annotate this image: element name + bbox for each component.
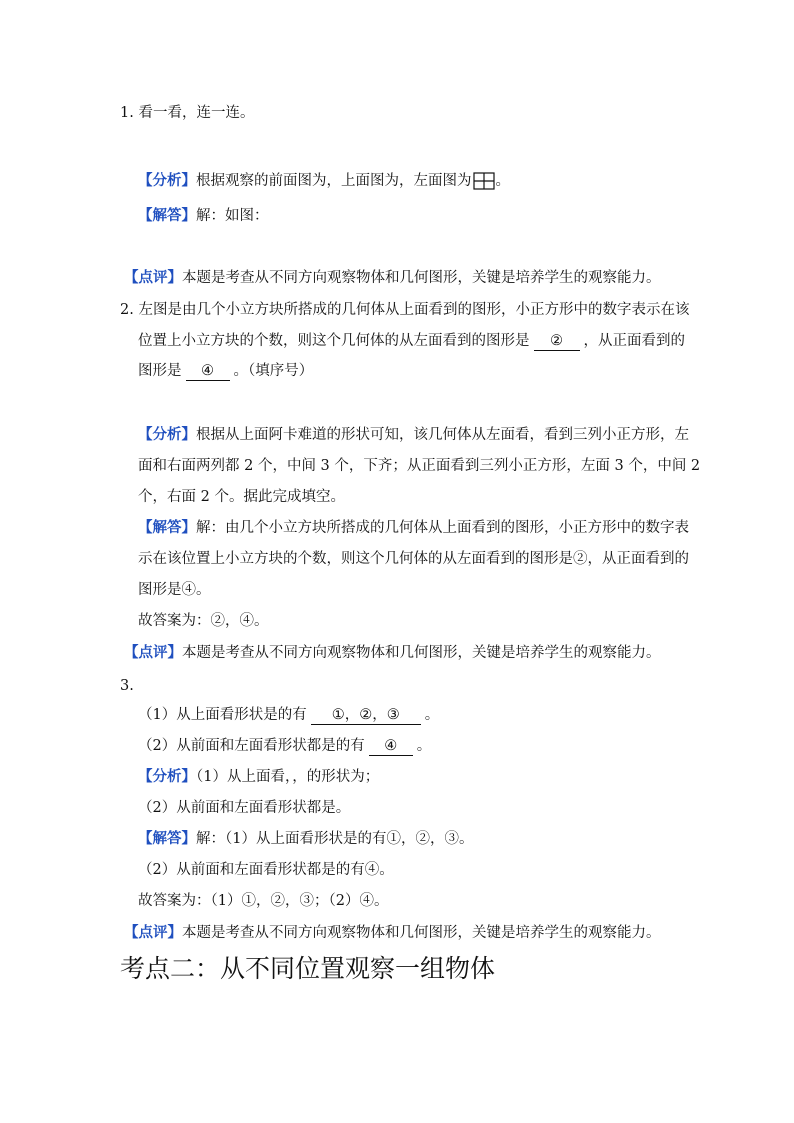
- q3-part1-b: 。: [424, 707, 440, 723]
- q2-line2-a: 位置上小立方块的个数，则这个几何体的从左面看到的图形是: [138, 333, 530, 349]
- q3-comment-text: 本题是考查从不同方向观察物体和几何图形，关键是培养学生的观察能力。: [182, 925, 661, 941]
- left-view-grid-icon: [473, 172, 495, 190]
- q3-answer-1: 解：（1）从上面看形状是的有①，②，③。: [196, 831, 474, 847]
- q3-number: 3.: [120, 678, 134, 694]
- q3-analysis-1: （1）从上面看，，的形状为；: [196, 769, 380, 785]
- comment-tag: 【点评】: [124, 269, 182, 286]
- q2-analysis-3: 个，右面 2 个。据此完成填空。: [138, 489, 345, 505]
- q2-line3: [138, 361, 313, 381]
- q2-line3-a: 图形是: [138, 363, 182, 379]
- q3-final-answer: 故答案为：（1）①，②，③；（2）④。: [138, 893, 389, 909]
- q2-line3-b: 。（填序号）: [233, 363, 314, 379]
- q1-comment: [124, 268, 661, 288]
- q2-analysis: [138, 425, 689, 445]
- q3-part2: [138, 736, 431, 756]
- q1-title: 1. 看一看，连一连。: [120, 105, 255, 121]
- analysis-tag: 【分析】: [138, 768, 196, 785]
- q3-part1: [138, 705, 439, 725]
- q1-answer-text: 解：如图：: [196, 208, 269, 224]
- q2-final-answer: 故答案为：②，④。: [138, 613, 269, 629]
- q1-answer: [138, 206, 269, 226]
- q3-answer-2: （2）从前面和左面看形状都是的有④。: [138, 862, 394, 878]
- q2-analysis-2: 面和右面两列都 2 个，中间 3 个，下齐；从正面看到三列小正方形，左面 3 个，中间 2: [138, 458, 701, 474]
- q1-analysis: [138, 171, 510, 191]
- q2-answer-3: 图形是④。: [138, 582, 211, 598]
- q3-analysis: [138, 767, 379, 787]
- q3-analysis-2: （2）从前面和左面看形状都是。: [138, 800, 351, 816]
- comment-tag: 【点评】: [124, 924, 182, 941]
- answer-tag: 【解答】: [138, 207, 196, 224]
- q3-part2-blank: ④: [369, 737, 413, 756]
- q2-blank-left-view: ②: [534, 332, 580, 351]
- q1-analysis-text: 根据观察的前面图为，上面图为，左面图为: [196, 173, 472, 189]
- comment-tag: 【点评】: [124, 644, 182, 661]
- q1-comment-text: 本题是考查从不同方向观察物体和几何图形，关键是培养学生的观察能力。: [182, 270, 661, 286]
- q3-part1-blank: ①，②，③: [311, 706, 421, 725]
- answer-tag: 【解答】: [138, 830, 196, 847]
- analysis-tag: 【分析】: [138, 172, 196, 189]
- q2-comment: [124, 643, 661, 663]
- q2-comment-text: 本题是考查从不同方向观察物体和几何图形，关键是培养学生的观察能力。: [182, 645, 661, 661]
- q2-line2-b: ，从正面看到的: [583, 333, 685, 349]
- q3-part2-b: 。: [416, 738, 432, 754]
- q1-analysis-end: 。: [495, 173, 510, 189]
- q3-answer: [138, 829, 473, 849]
- q2-answer-2: 示在该位置上小立方块的个数，则这个几何体的从左面看到的图形是②，从正面看到的: [138, 551, 689, 567]
- q2-line2: [138, 331, 685, 351]
- section-heading: 考点二：从不同位置观察一组物体: [120, 954, 496, 983]
- q2-answer: [138, 518, 689, 538]
- q3-comment: [124, 923, 661, 943]
- q3-part1-a: （1）从上面看形状是的有: [138, 707, 307, 723]
- analysis-tag: 【分析】: [138, 426, 196, 443]
- q2-line1: 2. 左图是由几个小立方块所搭成的几何体从上面看到的图形，小正方形中的数字表示在该: [120, 302, 690, 318]
- answer-tag: 【解答】: [138, 519, 196, 536]
- q2-blank-front-view: ④: [186, 362, 230, 381]
- q2-answer-1: 解：由几个小立方块所搭成的几何体从上面看到的图形，小正方形中的数字表: [196, 520, 689, 536]
- q2-analysis-1: 根据从上面阿卡难道的形状可知，该几何体从左面看，看到三列小正方形，左: [196, 427, 689, 443]
- q3-part2-a: （2）从前面和左面看形状都是的有: [138, 738, 365, 754]
